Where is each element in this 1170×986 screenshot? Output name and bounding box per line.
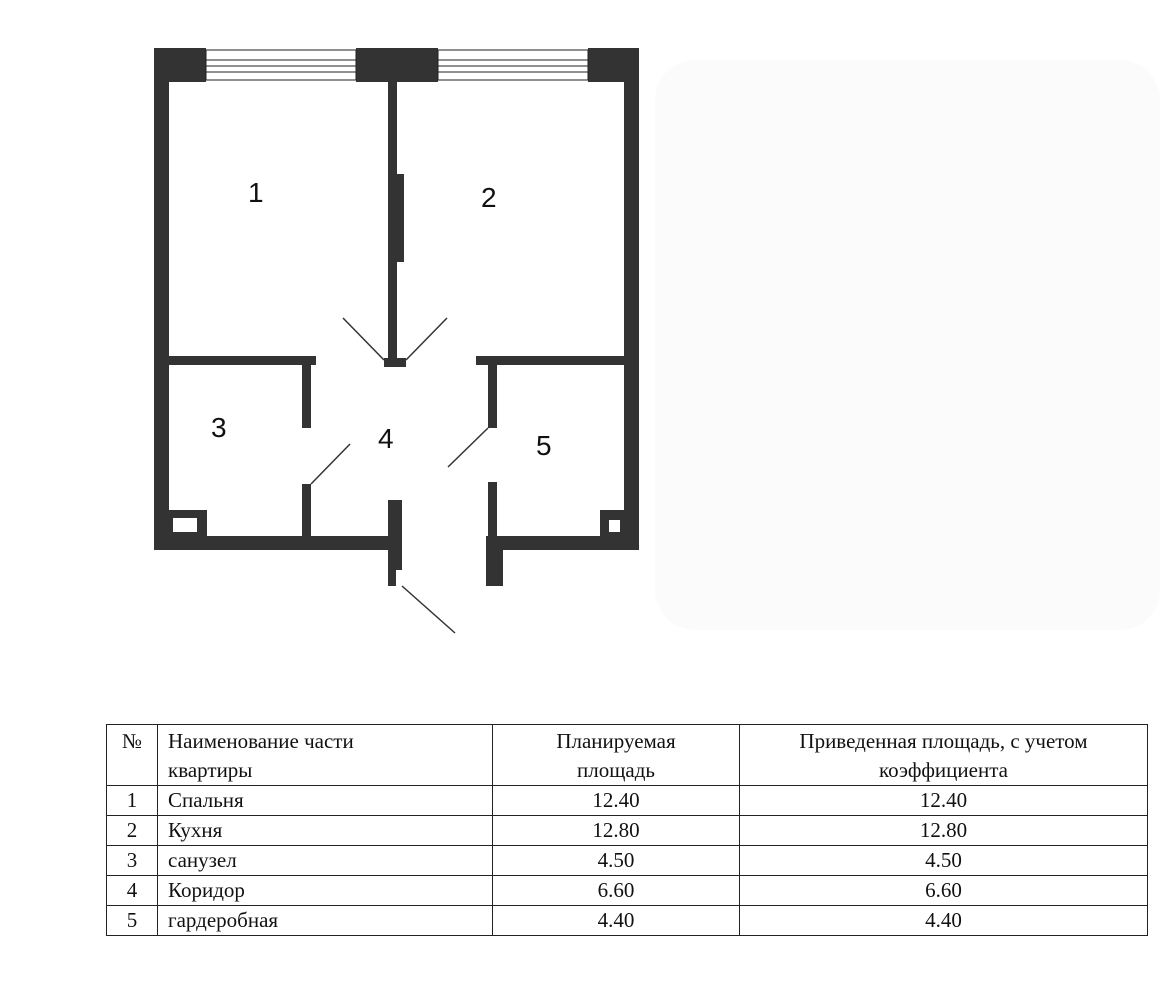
entrance-notch xyxy=(396,570,402,586)
room5-box-inner xyxy=(609,520,620,532)
left-wall xyxy=(154,48,169,550)
entrance-jamb-right xyxy=(486,536,503,586)
row-reduced: 6.60 xyxy=(740,876,1148,906)
row-planned: 4.40 xyxy=(493,906,740,936)
room-4-label: 4 xyxy=(378,423,394,454)
row-reduced: 4.50 xyxy=(740,846,1148,876)
wall-room5-top xyxy=(476,356,639,365)
door-room1 xyxy=(343,318,384,360)
row-num: 3 xyxy=(107,846,158,876)
row-planned: 12.80 xyxy=(493,816,740,846)
row-num: 1 xyxy=(107,786,158,816)
door-entrance xyxy=(402,586,455,633)
header-name xyxy=(158,725,493,786)
row-num: 5 xyxy=(107,906,158,936)
table-row xyxy=(107,906,1148,936)
room3-box-inner xyxy=(173,518,197,532)
table-row xyxy=(107,876,1148,906)
header-name-line1: Наименование части xyxy=(168,729,354,753)
right-wall xyxy=(624,48,639,550)
walls xyxy=(154,48,639,586)
row-num: 2 xyxy=(107,816,158,846)
door-room3 xyxy=(311,444,350,484)
room-3-label: 3 xyxy=(211,412,227,443)
row-planned: 12.40 xyxy=(493,786,740,816)
table-row xyxy=(107,816,1148,846)
header-planned-line2: площадь xyxy=(577,758,655,782)
wall-room3-top xyxy=(154,356,316,365)
area-table xyxy=(106,724,1148,936)
row-reduced: 4.40 xyxy=(740,906,1148,936)
top-wall-middle xyxy=(356,48,438,82)
partition-1-2-thick xyxy=(388,174,404,262)
bottom-wall-left xyxy=(154,536,402,550)
header-reduced-line1: Приведенная площадь, с учетом xyxy=(799,729,1088,753)
row-name: Кухня xyxy=(158,816,493,846)
table-row xyxy=(107,846,1148,876)
window-left xyxy=(206,50,356,80)
room-1-label: 1 xyxy=(248,177,264,208)
row-name: Коридор xyxy=(158,876,493,906)
partition-end xyxy=(384,358,406,367)
header-name-line2: квартиры xyxy=(168,758,253,782)
room-2-label: 2 xyxy=(481,182,497,213)
window-right xyxy=(438,50,588,80)
row-planned: 4.50 xyxy=(493,846,740,876)
row-name: санузел xyxy=(158,846,493,876)
bottom-wall-right xyxy=(488,536,639,550)
header-num: № xyxy=(107,725,158,786)
row-reduced: 12.80 xyxy=(740,816,1148,846)
header-reduced-line2: коэффициента xyxy=(879,758,1008,782)
row-planned: 6.60 xyxy=(493,876,740,906)
room3-right-wall-upper xyxy=(302,356,311,428)
row-name: гардеробная xyxy=(158,906,493,936)
header-planned-line1: Планируемая xyxy=(556,729,676,753)
header-reduced xyxy=(740,725,1148,786)
row-reduced: 12.40 xyxy=(740,786,1148,816)
room-labels xyxy=(211,177,552,461)
table-header-row xyxy=(107,725,1148,786)
row-num: 4 xyxy=(107,876,158,906)
door-room2 xyxy=(406,318,447,360)
room-5-label: 5 xyxy=(536,430,552,461)
table-row xyxy=(107,786,1148,816)
header-planned xyxy=(493,725,740,786)
row-name: Спальня xyxy=(158,786,493,816)
room5-left-wall-upper xyxy=(488,356,497,428)
door-room5 xyxy=(448,428,488,467)
watermark-area xyxy=(655,60,1160,630)
